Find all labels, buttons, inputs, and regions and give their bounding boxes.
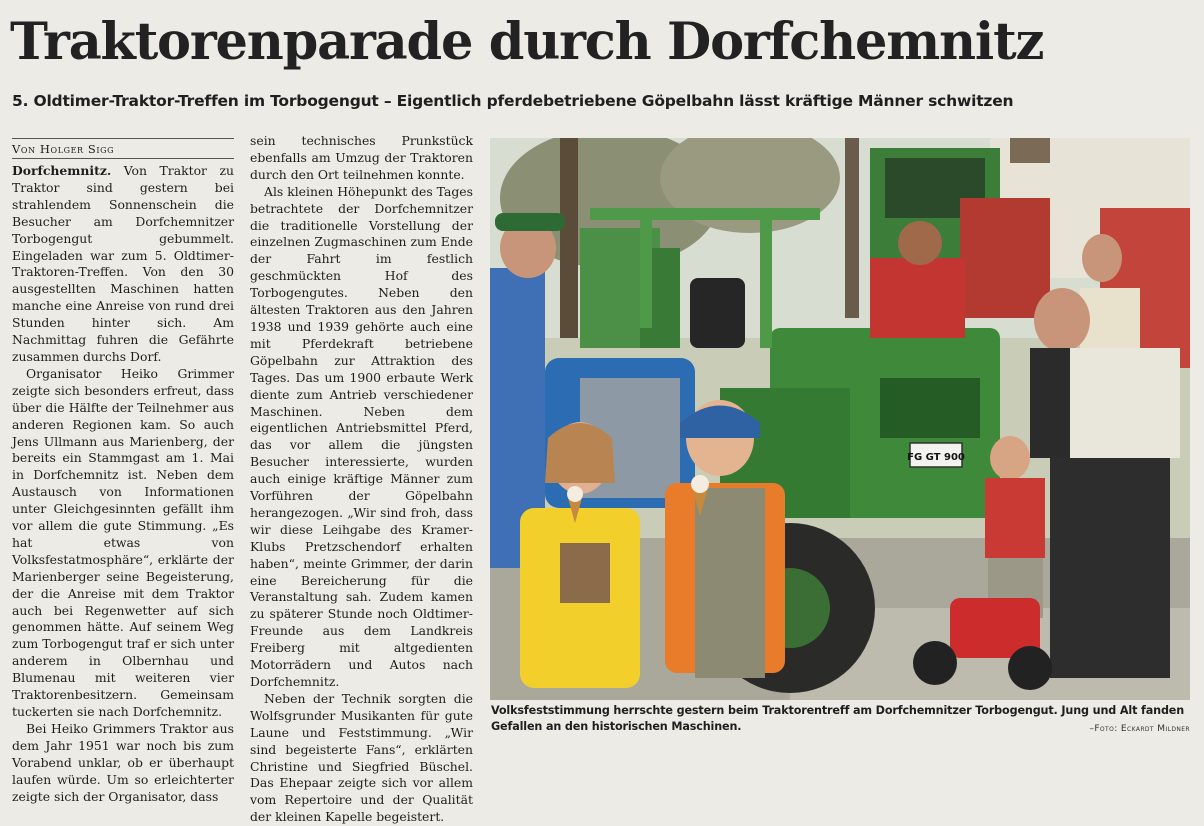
photo-caption: Volksfeststimmung herrschte gestern beim Traktorentreff am Dorfchemnitzer Torbogengut. Jung und Alt fanden Gefallen an den historischen Maschinen. [491, 704, 1185, 733]
paragraph: Neben der Technik sorgten die Wolfsgrunder Musikanten für gute Laune und Feststimmung. „Wir sind begeisterte Fans“, erklärten Christine und Siegfried Büschel. Das Ehepaar zeigte sich vor allem vom Repertoire und der Qualität der kleinen Kapelle begeistert. [250, 690, 473, 825]
paragraph: Bei Heiko Grimmers Traktor aus dem Jahr 1951 war noch bis zum Vorabend unklar, ob er überhaupt laufen würde. Um so erleichterter zeigte sich der Organisator, dass [12, 720, 234, 804]
paragraph: Organisator Heiko Grimmer zeigte sich besonders erfreut, dass über die Hälfte der Teilnehmer aus anderen Regionen kam. So auch Jens Ullmann aus Marienberg, der bereits ein Stammgast am 1. Mai in Dorfchemnitz ist. Neben dem Austausch von Informationen unter Gleichgesinnten gefällt ihm vor allem die gute Stimmung. „Es hat etwas von Volksfestatmosphäre“, erklärte der Marienberger seine Begeisterung, der die Anreise mit dem Traktor auch bei Regenwetter auf sich genommen hätte. Auf seinem Weg zum Torbogengut traf er sich unter anderem in Olbernhau und Blumenau mit weiteren vier Traktorenbesitzern. Gemeinsam tuckerten sie nach Dorfchemnitz. [12, 365, 234, 719]
paragraph: sein technisches Prunkstück ebenfalls am Umzug der Traktoren durch den Ort teilnehmen konnte. [250, 133, 473, 182]
paragraph-text: Von Traktor zu Traktor sind gestern bei strahlendem Sonnenschein die Besucher am Dorfchemnitzer Torbogengut gebummelt. Eingeladen war zum 5. Oldtimer-Traktoren-Treffen. Von den 30 ausgestellten Maschinen hatten manche eine Anreise von rund drei Stunden hinter sich. Am Nachmittag fuhren die Gefährte zusammen durchs Dorf. [12, 163, 234, 364]
headline: Traktorenparade durch Dorfchemnitz [10, 12, 1044, 72]
license-plate: FG GT 900 [907, 452, 965, 463]
tractor-photo-illustration [490, 138, 1190, 700]
dateline-place: Dorfchemnitz. [12, 163, 112, 178]
byline-rule-top [12, 138, 234, 139]
article-column-1 [12, 163, 234, 805]
tractor-photo [490, 138, 1190, 700]
paragraph [12, 163, 234, 366]
subheadline: 5. Oldtimer-Traktor-Treffen im Torbogengut – Eigentlich pferdebetriebene Göpelbahn lässt kräftige Männer schwitzen [12, 92, 1014, 110]
byline-rule-bottom [12, 158, 234, 159]
photo-credit: –Foto: Eckardt Mildner [1089, 724, 1190, 734]
byline: Von Holger Sigg [12, 142, 115, 156]
paragraph: Als kleinen Höhepunkt des Tages betrachtete der Dorfchemnitzer die traditionelle Vorstellung der einzelnen Zugmaschinen zum Ende der Fahrt im festlich geschmückten Hof des Torbogengutes. Neben den ältesten Traktoren aus den Jahren 1938 und 1939 gehörte auch eine mit Pferdekraft betriebene Göpelbahn zur Attraktion des Tages. Das um 1900 erbaute Werk diente zum Antrieb verschiedener Maschinen. Neben dem eigentlichen Antriebsmittel Pferd, das vor allem die jüngsten Besucher interessierte, wurden auch einige kräftige Männer zum Vorführen der Göpelbahn herangezogen. „Wir sind froh, dass wir diese Leihgabe des Kramer-Klubs Pretzschendorf erhalten haben“, meinte Grimmer, der darin eine Bereicherung für die Veranstaltung sah. Zudem kamen zu späterer Stunde noch Oldtimer-Freunde aus dem Landkreis Freiberg mit altgedienten Motorrädern und Autos nach Dorfchemnitz. [250, 183, 473, 689]
article-column-2 [250, 133, 473, 826]
